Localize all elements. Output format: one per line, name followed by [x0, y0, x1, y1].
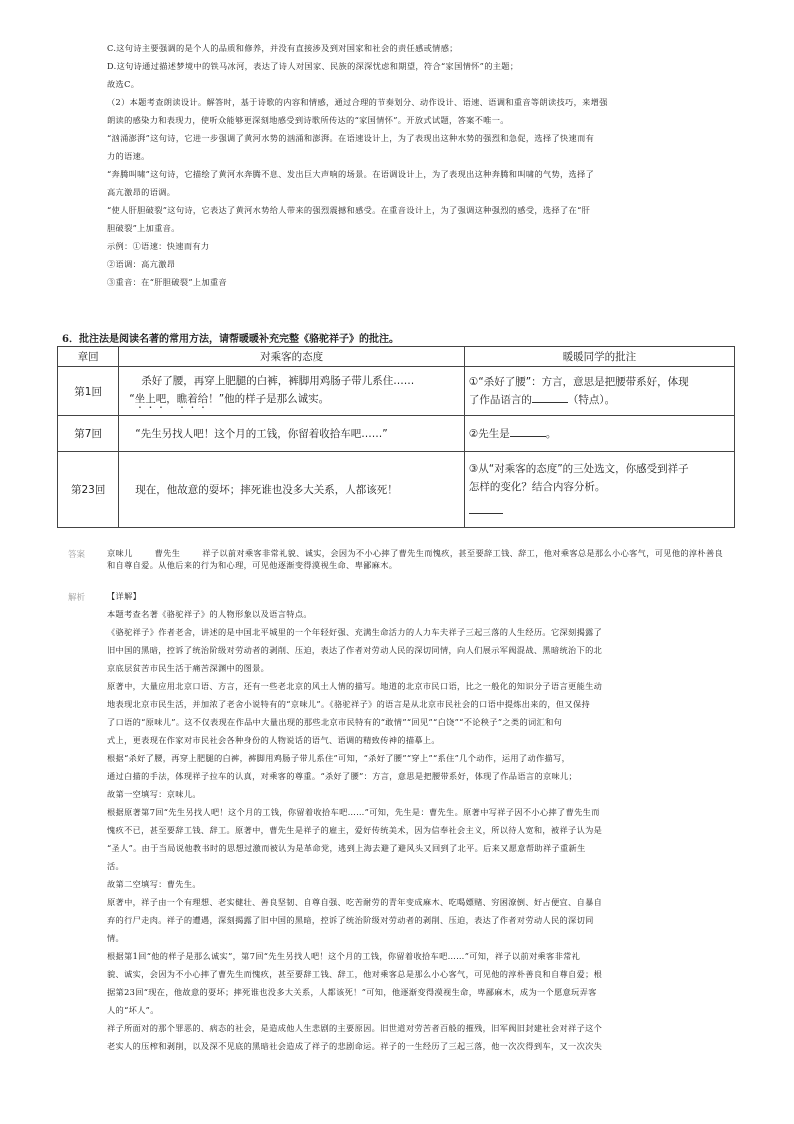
- fill-blank[interactable]: [469, 503, 503, 514]
- text-line: 原著中，祥子由一个有理想、老实健壮、善良坚韧、自尊自强、吃苦耐劳的青年变成麻木、吃喝嫖赌、穷困潦倒、好占便宜、自暴自: [107, 897, 603, 907]
- text-line: 故第一空填写：京味儿。: [107, 789, 201, 799]
- table-row: [58, 367, 735, 416]
- text-line: C.这句诗主要强调的是个人的品质和修养，并没有直接涉及到对国家和社会的责任感或情感；: [107, 43, 458, 53]
- answer-part: 京味儿: [107, 548, 133, 558]
- question-title: 6．批注法是阅读名著的常用方法，请帮暖暖补充完整《骆驼祥子》的批注。: [62, 334, 399, 345]
- text-line: 老实人的压榨和剥削，以及深不见底的黑暗社会造成了祥子的悲剧命运。祥子的一生经历了三起三落，他一次次得到车，又一次次失: [107, 1041, 603, 1051]
- text-line: 弃的行尸走肉。祥子的遭遇，深刻揭露了旧中国的黑暗，控诉了统治阶级对劳动者的剥削、压迫，表达了作者对劳动人民的深切同: [107, 915, 594, 925]
- fill-blank[interactable]: [532, 392, 568, 403]
- text-line: 情。: [107, 933, 125, 943]
- annotation-table: [57, 346, 735, 528]
- analysis-label: 解析: [68, 593, 86, 603]
- text-line: 故第二空填写：曹先生。: [107, 879, 201, 889]
- text-line: 祥子所面对的那个罪恶的、病态的社会，是造成他人生悲剧的主要原因。旧世道对劳苦者百般的摧残，旧军阀旧封建社会对祥子这个: [107, 1023, 603, 1033]
- text-line: 了口语的“原味儿”。这不仅表现在作品中大量出现的那些北京市民特有的“敢情”“回见”“白饶”“不论秧子”之类的词汇和句: [107, 717, 563, 727]
- attitude-cell: [119, 367, 465, 416]
- text-line: ②语调：高亢激昂: [107, 259, 176, 269]
- chapter-cell: 第23回: [58, 452, 119, 528]
- fill-blank[interactable]: [510, 426, 546, 437]
- text-line: 京底层贫苦市民生活于痛苦深渊中的图景。: [107, 663, 270, 673]
- text-line: 《骆驼祥子》作者老舍，讲述的是中国北平城里的一个年轻好强、充满生命活力的人力车夫祥子三起三落的人生经历。它深刻揭露了: [107, 627, 603, 637]
- text-line: 高亢激昂的语调。: [107, 187, 176, 197]
- note-text-part: ②先生是: [468, 427, 510, 440]
- text-line: 根据原著第7回“先生另找人吧！这个月的工钱，你留着收拾车吧……”可知，先生是：曹先生。原著中写祥子因不小心摔了曹先生而: [107, 807, 600, 817]
- text-line: 本题考查名著《骆驼祥子》的人物形象以及语言特点。: [107, 609, 312, 619]
- column-header: 章回: [58, 347, 119, 367]
- answer-text: 祥子以前对乘客非常礼貌、诚实，会因为不小心摔了曹先生而愧疚，甚至要辞工钱、辞工，他对乘客总是那么小心客气，可见他的淳朴善良和自尊自爱。从他后来的行为和心理，可见他逐渐变得漠视生命、卑鄙麻木。: [107, 548, 724, 570]
- emphasized-text: 坐上吧: [134, 392, 167, 405]
- text-line: 示例：①语速：快速而有力: [107, 241, 210, 251]
- text-line: 人的“坏人”。: [107, 1005, 159, 1015]
- answer-label: 答案: [68, 550, 86, 560]
- text-line: 故选C。: [107, 79, 140, 89]
- answer-blank-line: [469, 502, 728, 520]
- note-cell: [464, 367, 734, 416]
- attitude-text-tail: ！”他的样子是那么诚实。: [208, 392, 330, 405]
- emphasized-text: 瞧着给: [176, 392, 209, 405]
- chapter-cell: 第7回: [58, 416, 119, 452]
- text-line: 胆破裂”上加重音。: [107, 223, 180, 233]
- text-line: 活。: [107, 861, 125, 871]
- chapter-cell: 第1回: [58, 367, 119, 416]
- text-line: 【详解】: [107, 591, 142, 601]
- text-line: 根据“杀好了腰，再穿上肥腿的白裤，裤脚用鸡肠子带儿系住”可知，“杀好了腰”“穿上”“系住”几个动作，运用了动作描写，: [107, 753, 571, 763]
- text-line: 旧中国的黑暗，控诉了统治阶级对劳动者的剥削、压迫，表达了作者对劳动人民的深切同情，向人们展示军阀混战、黑暗统治下的北: [107, 645, 603, 655]
- column-header: 对乘客的态度: [119, 347, 465, 367]
- quote-mark: “: [129, 392, 135, 405]
- text-line: （2）本题考查朗读设计。解答时，基于诗歌的内容和情感，通过合理的节奏划分、动作设计、语速、语调和重音等朗读技巧，来增强: [107, 97, 608, 107]
- attitude-text: “先生另找人吧！这个月的工钱，你留着收拾车吧……”: [135, 427, 388, 440]
- punctuation: ，: [166, 392, 177, 405]
- note-cell: [464, 452, 734, 528]
- note-text-part: 。: [545, 427, 557, 440]
- text-line: ③重音：在“肝胆破裂”上加重音: [107, 277, 228, 287]
- text-line: 据第23回“现在，他故意的耍坏；摔死谁也没多大关系，人都该死！”可知，他逐渐变得漠视生命，卑鄙麻木，成为一个愿意玩弄客: [107, 987, 597, 997]
- text-line: 力的语速。: [107, 151, 150, 161]
- text-line: 貌、诚实，会因为不小心摔了曹先生而愧疚，甚至要辞工钱、辞工，他对乘客总是那么小心客气，可见他的淳朴善良和自尊自爱；根: [107, 969, 603, 979]
- text-line: “奔腾叫啸”这句诗，它描绘了黄河水奔腾不息、发出巨大声响的场景。在语调设计上，为了表现出这种奔腾和叫啸的气势，选择了: [107, 169, 595, 179]
- note-text: ③从“对乘客的态度”的三处选文，你感受到祥子: [468, 463, 689, 475]
- table-header-row: [58, 347, 735, 367]
- text-line: 朗读的感染力和表现力，使听众能够更深刻地感受到诗歌所传达的“家国情怀”。开放式试题，答案不唯一。: [107, 115, 509, 125]
- note-text: 怎样的变化？结合内容分析。: [468, 481, 606, 493]
- text-line: 根据第1回“他的样子是那么诚实”，第7回“先生另找人吧！这个月的工钱，你留着收拾车吧……”可知，祥子以前对乘客非常礼: [107, 951, 581, 961]
- answer-part: 曹先生: [154, 548, 181, 558]
- answer-block: [107, 547, 727, 571]
- text-line: “汹涌澎湃”这句诗，它进一步强调了黄河水势的汹涌和澎湃。在语速设计上，为了表现出这种水势的强烈和急促，选择了快速而有: [107, 133, 595, 143]
- text-line: 通过白描的手法，体现祥子拉车的认真，对乘客的尊重。“杀好了腰”：方言，意思是把腰带系好，体现了作品语言的京味儿；: [107, 771, 578, 781]
- text-line: 地表现北京市民生活，并加浓了老舍小说特有的“京味儿”。《骆驼祥子》的语言是从北京市民社会的口语中提炼出来的，但又保持: [107, 699, 591, 709]
- note-cell: [464, 416, 734, 452]
- note-text-part: （特点）。: [567, 394, 616, 406]
- text-line: D.这句诗通过描述梦境中的铁马冰河，表达了诗人对国家、民族的深深忧虑和期望，符合“家国情怀”的主题；: [107, 61, 519, 71]
- table-row: [58, 416, 735, 452]
- text-line: “圣人”。由于当局说他教书时的思想过激而被认为是革命党，逃到上海去避了避风头又回到了北平。后来又愿意帮助祥子重新生: [107, 843, 586, 853]
- text-line: 愧疚不已，甚至要辞工钱、辞工。原著中，曹先生是祥子的雇主，爱好传统美术，因为信奉社会主义，所以待人宽和，被祥子认为是: [107, 825, 603, 835]
- text-line: “使人肝胆破裂”这句诗，它表达了黄河水势给人带来的强烈震撼和感受。在重音设计上，为了强调这种强烈的感受，选择了在“肝: [107, 205, 591, 215]
- attitude-text: 现在，他故意的耍坏；摔死谁也没多大关系，人都该死！: [135, 483, 398, 496]
- note-text-part: 了作品语言的: [468, 394, 532, 406]
- text-line: 原著中，大量应用北京口语、方言，还有一些老北京的风土人情的描写。地道的北京市民口语，比之一般化的知识分子语言更能生动: [107, 681, 603, 691]
- attitude-cell: [119, 452, 465, 528]
- attitude-cell: [119, 416, 465, 452]
- text-line: 式上，更表现在作家对市民社会各种身份的人物说话的语气、语调的精致传神的描摹上。: [107, 735, 440, 745]
- attitude-text: [129, 390, 456, 411]
- column-header: 暖暖同学的批注: [464, 347, 734, 367]
- table-row: [58, 452, 735, 528]
- attitude-text: 杀好了腰，再穿上肥腿的白裤，裤脚用鸡肠子带儿系住……: [141, 374, 415, 387]
- note-text: ①“杀好了腰”：方言，意思是把腰带系好，体现: [468, 376, 689, 388]
- note-text: [469, 391, 728, 409]
